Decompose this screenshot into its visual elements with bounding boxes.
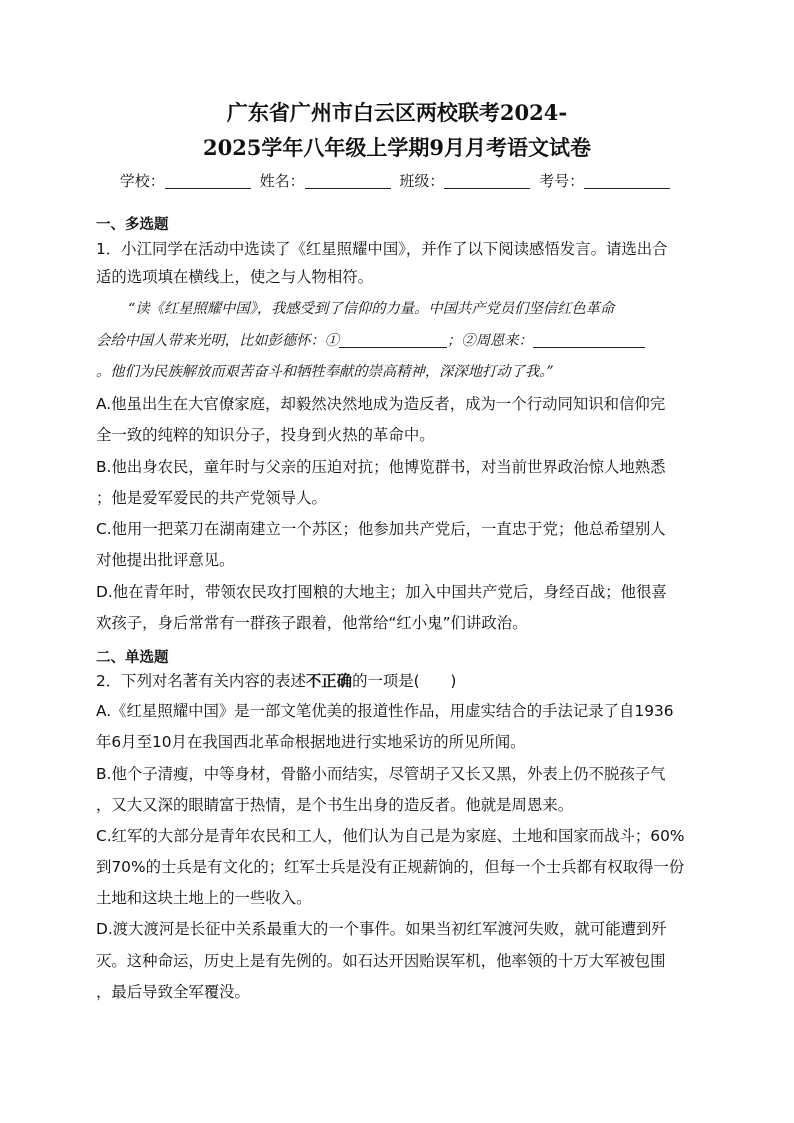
q2-option-c-line3: 土地和这块土地上的一些收入。 xyxy=(96,889,312,907)
q1-option-a-line1: A.他虽出生在大官僚家庭，却毅然决然地成为造反者，成为一个行动同知识和信仰完 xyxy=(96,395,666,413)
student-info-row xyxy=(0,169,794,193)
q1-blank-2[interactable] xyxy=(533,331,645,348)
exam-number-label: 考号： xyxy=(539,172,585,190)
q1-option-d-line2: 欢孩子，身后常常有一群孩子跟着，他常给“红小鬼”们讲政治。 xyxy=(96,614,528,632)
q2-option-a-line1: A.《红星照耀中国》是一部文笔优美的报道性作品，用虚实结合的手法记录了自1936 xyxy=(96,702,674,720)
q1-blank-1[interactable] xyxy=(339,331,447,348)
q1-option-d-line1: D.他在青年时，带领农民攻打囤粮的大地主；加入中国共产党后，身经百战；他很喜 xyxy=(96,583,667,601)
q2-option-c-line1: C.红军的大部分是青年农民和工人，他们认为自己是为家庭、土地和国家而战斗；60% xyxy=(96,827,685,845)
q1-quote-line2 xyxy=(96,330,700,352)
q2-option-b-line1: B.他个子清瘦，中等身材，骨骼小而结实，尽管胡子又长又黑，外表上仍不脱孩子气 xyxy=(96,765,666,783)
class-label: 班级： xyxy=(399,172,445,190)
school-label: 学校： xyxy=(119,172,165,190)
q1-quote-line1: “读《红星照耀中国》，我感受到了信仰的力量。中国共产党员们坚信红色革命 xyxy=(128,301,615,317)
q2-option-d-line1: D.渡大渡河是长征中关系最重大的一个事件。如果当初红军渡河失败，就可能遭到歼 xyxy=(96,920,667,938)
q1-option-c-line2: 对他提出批评意见。 xyxy=(96,551,235,569)
q1-quote-line2-a: 会给中国人带来光明，比如彭德怀：① xyxy=(96,333,340,349)
school-blank[interactable] xyxy=(165,172,251,189)
q2-option-a-line2: 年6月至10月在我国西北革命根据地进行实地采访的所见所闻。 xyxy=(96,733,526,751)
q2-stem-b: 的一项是( ) xyxy=(352,672,457,690)
q2-stem-emphasis: 不正确 xyxy=(305,672,353,690)
q1-stem-line2: 适的选项填在横线上，使之与人物相符。 xyxy=(96,268,374,286)
name-blank[interactable] xyxy=(305,172,391,189)
q1-quote-line3: 。他们为民族解放而艰苦奋斗和牺牲奉献的崇高精神，深深地打动了我。” xyxy=(96,364,554,380)
q2-option-b-line2: ，又大又深的眼睛富于热情，是个书生出身的造反者。他就是周恩来。 xyxy=(96,796,574,814)
q1-option-a-line2: 全一致的纯粹的知识分子，投身到火热的革命中。 xyxy=(96,426,435,444)
section-single-choice-heading: 二、单选题 xyxy=(96,650,169,666)
q2-stem xyxy=(96,670,700,692)
q1-option-c-line1: C.他用一把菜刀在湖南建立一个苏区；他参加共产党后，一直忠于党；他总希望别人 xyxy=(96,520,666,538)
q1-option-b-line2: ；他是爱军爱民的共产党领导人。 xyxy=(96,489,327,507)
q2-option-d-line2: 灭。这种命运，历史上是有先例的。如石达开因贻误军机，他率领的十万大军被包围 xyxy=(96,952,666,970)
section-multi-choice-heading: 一、多选题 xyxy=(96,217,169,233)
q1-option-b-line1: B.他出身农民，童年时与父亲的压迫对抗；他博览群书，对当前世界政治惊人地熟悉 xyxy=(96,458,666,476)
q2-option-d-line3: ，最后导致全军覆没。 xyxy=(96,983,250,1001)
q1-stem-line1: 1．小江同学在活动中选读了《红星照耀中国》，并作了以下阅读感悟发言。请选出合 xyxy=(96,240,668,258)
exam-title-line1: 广东省广州市白云区两校联考2024- xyxy=(226,100,568,125)
class-blank[interactable] xyxy=(444,172,530,189)
name-label: 姓名： xyxy=(259,172,305,190)
q2-option-c-line2: 到70%的士兵是有文化的；红军士兵是没有正规薪饷的，但每一个士兵都有权取得一份 xyxy=(96,858,685,876)
q2-stem-a: 2．下列对名著有关内容的表述 xyxy=(96,672,306,690)
exam-title-line2: 2025学年八年级上学期9月月考语文试卷 xyxy=(202,135,592,160)
exam-number-blank[interactable] xyxy=(584,172,670,189)
q1-quote-line2-b: ；②周恩来： xyxy=(447,333,533,349)
